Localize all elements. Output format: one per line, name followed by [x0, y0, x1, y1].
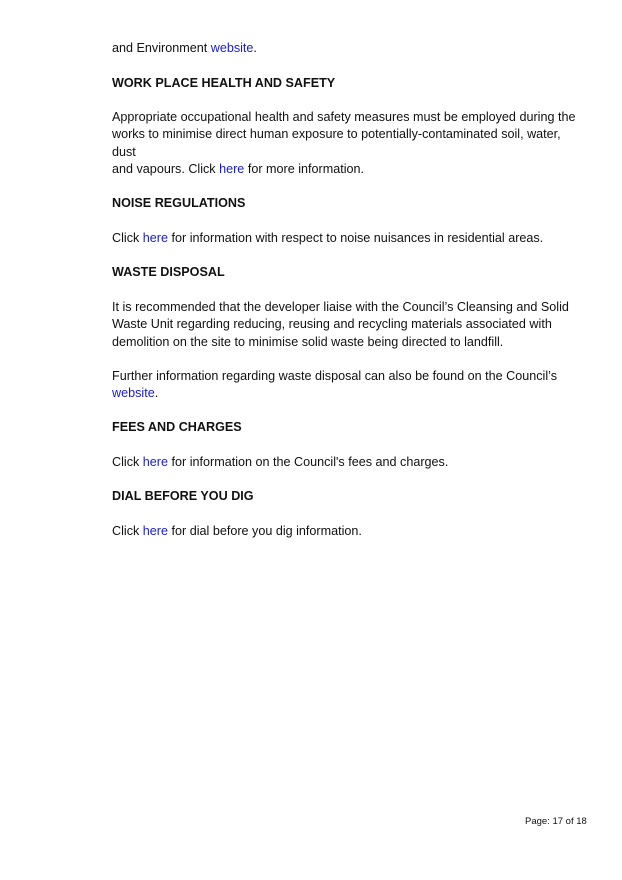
page-number: Page: 17 of 18	[525, 816, 587, 827]
noise-text-end: for information with respect to noise nuisances in residential areas.	[168, 231, 544, 245]
noise-paragraph	[112, 230, 582, 247]
dial-paragraph	[112, 523, 582, 540]
whs-paragraph	[112, 109, 582, 179]
intro-text: and Environment	[112, 41, 211, 55]
whs-line-3-end: for more information.	[244, 162, 365, 177]
dial-text-end: for dial before you dig information.	[168, 524, 362, 538]
waste-heading: WASTE DISPOSAL	[112, 265, 225, 279]
whs-line-2: works to minimise direct human exposure to potentially-contaminated soil, water, dust	[112, 127, 561, 159]
fees-here-link[interactable]: here	[142, 455, 169, 469]
whs-line-1: Appropriate occupational health and safety measures must be employed during the	[112, 110, 576, 124]
whs-heading: WORK PLACE HEALTH AND SAFETY	[112, 76, 336, 90]
fees-text-end: for information on the Council's fees and charges.	[168, 455, 449, 469]
waste-line-3: demolition on the site to minimise solid waste being directed to landfill.	[112, 334, 504, 349]
whs-line-3-text: and vapours. Click	[112, 162, 220, 177]
dial-text: Click	[112, 524, 143, 538]
whs-here-link[interactable]: here	[219, 162, 245, 177]
waste-line-2: Waste Unit regarding reducing, reusing and recycling materials associated with	[112, 317, 552, 332]
dial-heading: DIAL BEFORE YOU DIG	[112, 489, 254, 503]
waste-further-end: .	[154, 386, 159, 401]
dial-here-link[interactable]: here	[142, 524, 169, 538]
whs-line-3	[112, 161, 582, 178]
noise-text: Click	[112, 231, 143, 245]
waste-further-paragraph	[112, 368, 582, 403]
intro-paragraph	[112, 40, 582, 57]
waste-line-1: It is recommended that the developer liaise with the Council’s Cleansing and Solid	[112, 300, 569, 314]
waste-further-line-2	[112, 385, 582, 402]
environment-website-link[interactable]: website	[210, 41, 254, 55]
noise-heading: NOISE REGULATIONS	[112, 196, 246, 210]
noise-here-link[interactable]: here	[142, 231, 169, 245]
waste-further-line-1: Further information regarding waste disposal can also be found on the Council’s	[112, 369, 558, 383]
waste-website-link[interactable]: website	[112, 386, 155, 401]
fees-text: Click	[112, 455, 143, 469]
intro-text-end: .	[253, 41, 257, 55]
fees-heading: FEES AND CHARGES	[112, 420, 242, 434]
waste-paragraph	[112, 299, 582, 351]
fees-paragraph	[112, 454, 582, 471]
